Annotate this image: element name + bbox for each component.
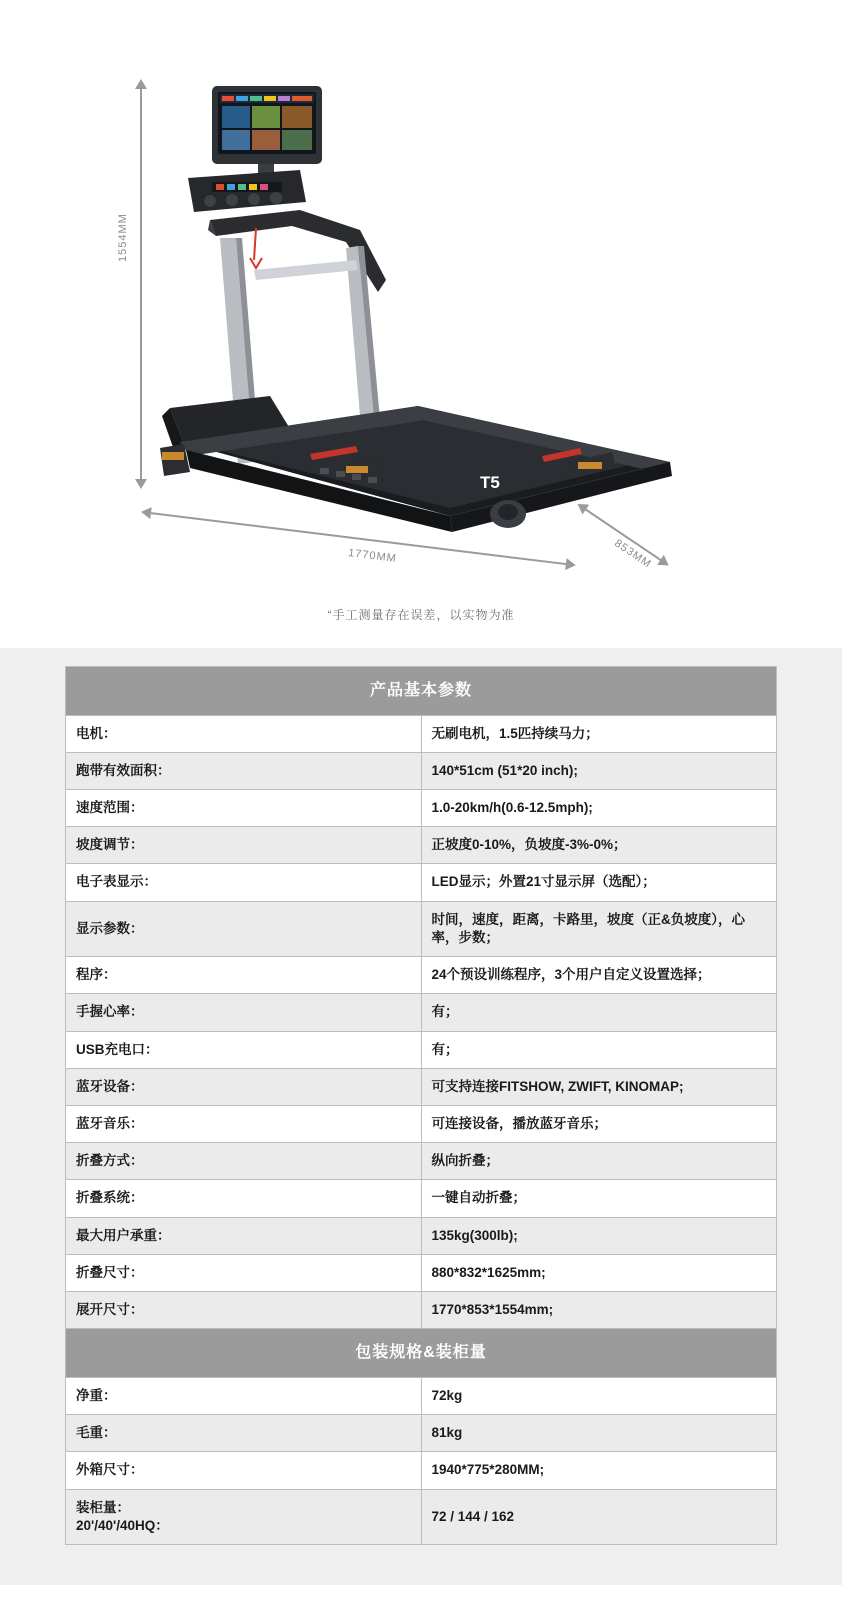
spec-value: 有； [421,1031,777,1068]
spec-key: 外箱尺寸： [66,1452,422,1489]
spec-section-header [66,667,777,716]
spec-key: 坡度调节： [66,827,422,864]
spec-value: 纵向折叠； [421,1143,777,1180]
spec-key: 蓝牙设备： [66,1068,422,1105]
spec-value: 135kg(300lb); [421,1217,777,1254]
table-row [66,1031,777,1068]
table-row [66,1452,777,1489]
depth-dimension-label: 853MM [612,537,654,571]
table-row [66,715,777,752]
table-row [66,790,777,827]
spec-key: 显示参数： [66,901,422,956]
spec-value: 有； [421,994,777,1031]
spec-value: 72 / 144 / 162 [421,1489,777,1544]
spec-value: LED显示；外置21寸显示屏（选配）； [421,864,777,901]
spec-key: 毛重： [66,1415,422,1452]
table-row [66,1180,777,1217]
spec-value: 81kg [421,1415,777,1452]
spec-key: 电子表显示： [66,864,422,901]
table-row [66,864,777,901]
specification-table [65,666,777,1545]
spec-value: 1940*775*280MM; [421,1452,777,1489]
spec-key: 展开尺寸： [66,1292,422,1329]
width-dimension-label: 1770MM [347,547,398,565]
spec-value: 24个预设训练程序，3个用户自定义设置选择； [421,957,777,994]
spec-key: 折叠方式： [66,1143,422,1180]
table-row [66,752,777,789]
table-row [66,901,777,956]
table-row [66,1106,777,1143]
spec-section-title: 产品基本参数 [66,667,777,716]
height-dimension-arrow [140,88,142,480]
spec-value: 一键自动折叠； [421,1180,777,1217]
height-dimension-label: 1554MM [117,213,129,262]
spec-value: 可连接设备，播放蓝牙音乐； [421,1106,777,1143]
spec-value: 可支持连接FITSHOW, ZWIFT, KINOMAP; [421,1068,777,1105]
spec-key: USB充电口： [66,1031,422,1068]
product-hero-image [0,0,842,648]
spec-key: 净重： [66,1377,422,1414]
table-row [66,957,777,994]
spec-value: 72kg [421,1377,777,1414]
measurement-disclaimer: “手工测量存在误差，以实物为准 [327,608,515,622]
spec-key: 折叠尺寸： [66,1254,422,1291]
spec-value: 880*832*1625mm; [421,1254,777,1291]
spec-table-panel [0,648,842,1585]
table-row [66,1217,777,1254]
spec-key: 跑带有效面积： [66,752,422,789]
spec-value: 正坡度0-10%，负坡度-3%-0%； [421,827,777,864]
spec-value: 时间，速度，距离，卡路里，坡度（正&负坡度），心率，步数； [421,901,777,956]
table-row [66,1068,777,1105]
spec-key: 手握心率： [66,994,422,1031]
treadmill-illustration [150,70,710,550]
spec-key: 电机： [66,715,422,752]
spec-section-header [66,1329,777,1378]
spec-value: 1770*853*1554mm; [421,1292,777,1329]
table-row [66,827,777,864]
spec-section-title: 包装规格&装柜量 [66,1329,777,1378]
spec-value: 无刷电机，1.5匹持续马力； [421,715,777,752]
product-badge-label: T5 [480,473,500,492]
table-row [66,1489,777,1544]
spec-key: 折叠系统： [66,1180,422,1217]
table-row [66,994,777,1031]
table-row [66,1292,777,1329]
spec-key: 装柜量： 20'/40'/40HQ： [66,1489,422,1544]
table-row [66,1254,777,1291]
spec-value: 140*51cm (51*20 inch); [421,752,777,789]
spec-key: 最大用户承重： [66,1217,422,1254]
spec-key: 速度范围： [66,790,422,827]
table-row [66,1415,777,1452]
spec-value: 1.0-20km/h(0.6-12.5mph); [421,790,777,827]
spec-key: 蓝牙音乐： [66,1106,422,1143]
table-row [66,1377,777,1414]
table-row [66,1143,777,1180]
spec-key: 程序： [66,957,422,994]
